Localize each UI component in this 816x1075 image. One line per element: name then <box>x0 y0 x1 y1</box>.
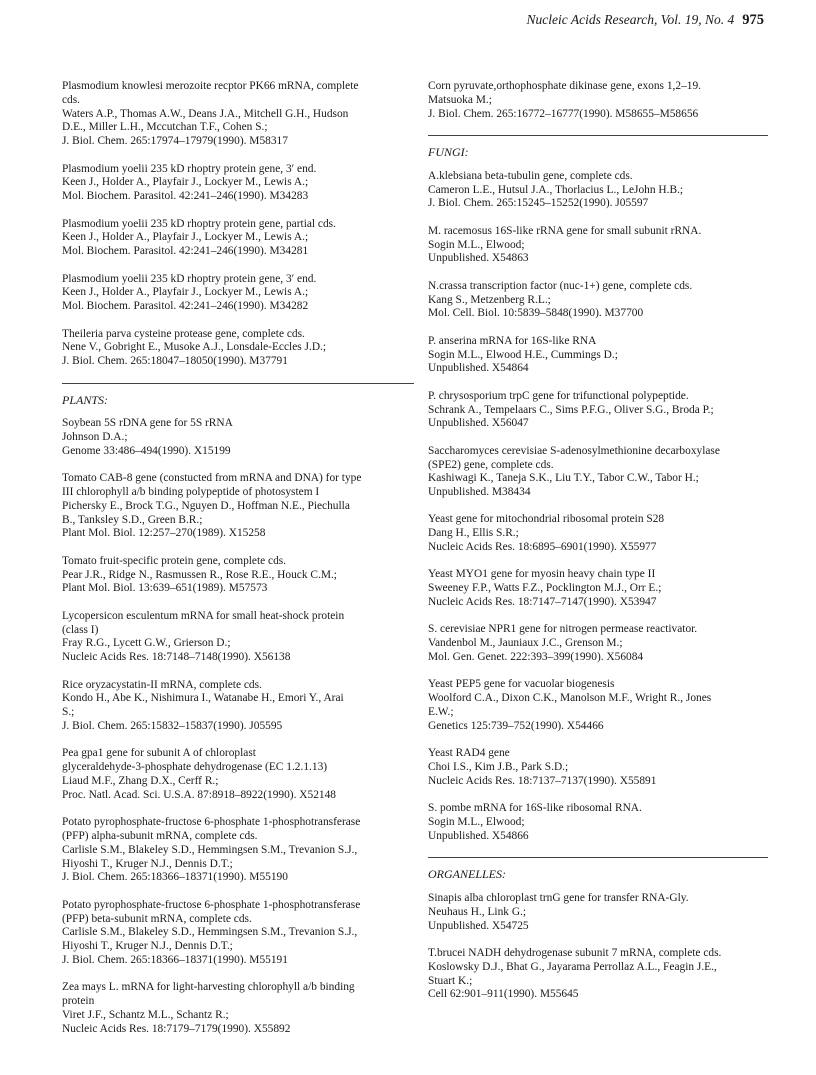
entry-line: (PFP) beta-subunit mRNA, complete cds. <box>62 912 252 925</box>
entry-line: Nucleic Acids Res. 18:7148–7148(1990). X56138 <box>62 651 291 664</box>
sequence-entry <box>428 678 768 733</box>
entry-line: (SPE2) gene, complete cds. <box>428 458 554 471</box>
entry-line: Yeast RAD4 gene <box>428 747 510 760</box>
entry-line: Pear J.R., Ridge N., Rasmussen R., Rose R.E., Houck C.M.; <box>62 568 337 581</box>
entry-line: Genetics 125:739–752(1990). X54466 <box>428 719 604 732</box>
entry-line: Pichersky E., Brock T.G., Nguyen D., Hoffman N.E., Piechulla <box>62 499 350 512</box>
entry-line: A.klebsiana beta-tubulin gene, complete cds. <box>428 169 633 182</box>
entry-line: Plant Mol. Biol. 13:639–651(1989). M57573 <box>62 582 268 595</box>
entry-line: Cell 62:901–911(1990). M55645 <box>428 988 579 1001</box>
entry-line: Corn pyruvate,orthophosphate dikinase gene, exons 1,2–19. <box>428 80 702 92</box>
entry-line: Schrank A., Tempelaars C., Sims P.F.G., Oliver S.G., Broda P.; <box>428 403 714 416</box>
entry-line: Kashiwagi K., Taneja S.K., Liu T.Y., Tabor C.W., Tabor H.; <box>428 472 699 485</box>
entry-line: Tomato CAB-8 gene (constucted from mRNA and DNA) for type <box>62 472 362 485</box>
entry-line: Plasmodium yoelii 235 kD rhoptry protein gene, partial cds. <box>62 217 336 230</box>
entry-line: Mol. Gen. Genet. 222:393–399(1990). X56084 <box>428 651 644 664</box>
entry-line: M. racemosus 16S-like rRNA gene for small subunit rRNA. <box>428 224 702 237</box>
entry-line: Zea mays L. mRNA for light-harvesting chlorophyll a/b binding <box>62 981 355 994</box>
entry-line: Vandenbol M., Jauniaux J.C., Grenson M.; <box>428 637 623 650</box>
sequence-entry <box>62 610 414 665</box>
entry-line: Genome 33:486–494(1990). X15199 <box>62 444 231 457</box>
entry-line: Mol. Biochem. Parasitol. 42:241–246(1990). M34282 <box>62 300 309 313</box>
entry-line: J. Biol. Chem. 265:15832–15837(1990). J05595 <box>62 720 283 733</box>
sequence-entry <box>428 568 768 609</box>
sequence-entry <box>428 802 768 843</box>
right-column <box>428 80 768 1016</box>
entry-line: Unpublished. M38434 <box>428 486 531 499</box>
entry-line: Tomato fruit-specific protein gene, complete cds. <box>62 554 287 567</box>
entry-line: Pea gpa1 gene for subunit A of chloroplast <box>62 747 256 760</box>
entry-line: J. Biol. Chem. 265:15245–15252(1990). J05597 <box>428 197 649 210</box>
entry-line: P. anserina mRNA for 16S-like RNA <box>428 334 597 347</box>
entry-line: Johnson D.A.; <box>62 431 128 444</box>
entry-line: Sogin M.L., Elwood; <box>428 816 525 828</box>
entry-line: J. Biol. Chem. 265:18047–18050(1990). M37791 <box>62 355 288 368</box>
entry-line: Koslowsky D.J., Bhat G., Jayarama Perrollaz A.L., Feagin J.E., <box>428 960 717 973</box>
entry-line: Saccharomyces cerevisiae S-adenosylmethionine decarboxylase <box>428 444 720 457</box>
section-heading: ORGANELLES: <box>428 867 506 882</box>
entry-line: Choi I.S., Kim J.B., Park S.D.; <box>428 761 569 774</box>
sequence-entry <box>428 445 768 500</box>
entry-line: Unpublished. X54863 <box>428 252 529 265</box>
entry-line: Yeast MYO1 gene for myosin heavy chain type II <box>428 568 656 581</box>
sequence-entry <box>62 472 414 541</box>
entry-line: Sweeney F.P., Watts F.Z., Pocklington M.J., Orr E.; <box>428 582 662 595</box>
entry-line: Stuart K.; <box>428 974 473 987</box>
entry-line: Soybean 5S rDNA gene for 5S rRNA <box>62 417 233 430</box>
sequence-entry <box>428 390 768 431</box>
entry-line: (PFP) alpha-subunit mRNA, complete cds. <box>62 830 258 842</box>
entry-line: Proc. Natl. Acad. Sci. U.S.A. 87:8918–8922(1990). X52148 <box>62 788 336 801</box>
entry-line: (class I) <box>62 623 99 636</box>
entry-line: Matsuoka M.; <box>428 93 492 106</box>
entry-line: Keen J., Holder A., Playfair J., Lockyer M., Lewis A.; <box>62 286 309 299</box>
entry-line: Plasmodium yoelii 235 kD rhoptry protein gene, 3′ end. <box>62 162 317 175</box>
entry-line: Mol. Biochem. Parasitol. 42:241–246(1990). M34283 <box>62 190 309 203</box>
entry-line: Carlisle S.M., Blakeley S.D., Hemmingsen S.M., Trevanion S.J., <box>62 843 358 856</box>
entry-line: Nucleic Acids Res. 18:6895–6901(1990). X55977 <box>428 541 657 554</box>
entry-line: Theileria parva cysteine protease gene, complete cds. <box>62 327 305 340</box>
sequence-entry <box>62 981 414 1036</box>
entry-line: cds. <box>62 93 81 106</box>
sequence-entry <box>62 218 414 259</box>
entry-line: Nucleic Acids Res. 18:7147–7147(1990). X53947 <box>428 596 657 609</box>
page-number: 975 <box>742 12 764 28</box>
entry-line: Viret J.F., Schantz M.L., Schantz R.; <box>62 1008 229 1021</box>
sequence-entry <box>428 747 768 788</box>
section-rule <box>62 383 414 384</box>
entry-line: Hiyoshi T., Kruger N.J., Dennis D.T.; <box>62 940 233 953</box>
entry-line: D.E., Miller L.H., Mccutchan T.F., Cohen S.; <box>62 121 268 134</box>
entry-line: Kang S., Metzenberg R.L.; <box>428 293 551 306</box>
sequence-entry <box>428 225 768 266</box>
sequence-entry <box>62 163 414 204</box>
entry-line: S. cerevisiae NPR1 gene for nitrogen permease reactivator. <box>428 623 698 636</box>
sequence-entry <box>428 623 768 664</box>
section-heading: FUNGI: <box>428 144 469 159</box>
entry-line: Keen J., Holder A., Playfair J., Lockyer M., Lewis A.; <box>62 231 309 244</box>
entry-line: Sogin M.L., Elwood H.E., Cummings D.; <box>428 348 618 361</box>
journal-citation: Nucleic Acids Research, Vol. 19, No. 4 <box>526 12 735 27</box>
sequence-entry <box>62 80 414 149</box>
entry-line: S. pombe mRNA for 16S-like ribosomal RNA. <box>428 802 642 815</box>
entry-line: B., Tanksley S.D., Green B.R.; <box>62 513 203 526</box>
entry-line: Woolford C.A., Dixon C.K., Manolson M.F., Wright R., Jones <box>428 692 712 705</box>
sequence-entry <box>428 170 768 211</box>
entry-line: Lycopersicon esculentum mRNA for small heat-shock protein <box>62 609 345 622</box>
entry-line: Potato pyrophosphate-fructose 6-phosphate 1-phosphotransferase <box>62 816 361 829</box>
entry-line: Neuhaus H., Link G.; <box>428 905 527 918</box>
entry-line: Yeast gene for mitochondrial ribosomal protein S28 <box>428 513 665 526</box>
entry-line: Hiyoshi T., Kruger N.J., Dennis D.T.; <box>62 857 233 870</box>
entry-line: T.brucei NADH dehydrogenase subunit 7 mRNA, complete cds. <box>428 946 722 959</box>
section-rule <box>428 857 768 858</box>
entry-line: Kondo H., Abe K., Nishimura I., Watanabe H., Emori Y., Arai <box>62 692 344 705</box>
sequence-entry <box>62 816 414 885</box>
entry-line: Plasmodium yoelii 235 kD rhoptry protein gene, 3′ end. <box>62 272 317 285</box>
entry-line: Cameron L.E., Hutsul J.A., Thorlacius L., LeJohn H.B.; <box>428 183 684 196</box>
section-heading: PLANTS: <box>62 392 109 407</box>
entry-line: Sinapis alba chloroplast trnG gene for transfer RNA-Gly. <box>428 891 689 904</box>
sequence-entry <box>62 899 414 968</box>
entry-line: E.W.; <box>428 706 454 719</box>
entry-line: Keen J., Holder A., Playfair J., Lockyer M., Lewis A.; <box>62 176 309 189</box>
entry-line: Dang H., Ellis S.R.; <box>428 527 519 540</box>
entry-line: Carlisle S.M., Blakeley S.D., Hemmingsen S.M., Trevanion S.J., <box>62 926 358 939</box>
entry-line: Liaud M.F., Zhang D.X., Cerff R.; <box>62 775 219 788</box>
sequence-entry <box>428 892 768 933</box>
entry-line: Unpublished. X54864 <box>428 362 529 375</box>
entry-line: J. Biol. Chem. 265:18366–18371(1990). M55191 <box>62 953 288 966</box>
running-header <box>527 12 764 29</box>
entry-line: S.; <box>62 706 75 719</box>
sequence-entry <box>428 80 768 121</box>
sequence-entry <box>62 273 414 314</box>
entry-line: Rice oryzacystatin-II mRNA, complete cds. <box>62 678 262 691</box>
sequence-entry <box>428 280 768 321</box>
entry-line: Nene V., Gobright E., Musoke A.J., Lonsdale-Eccles J.D.; <box>62 341 327 354</box>
entry-line: J. Biol. Chem. 265:16772–16777(1990). M58655–M58656 <box>428 107 699 120</box>
entry-line: Nucleic Acids Res. 18:7179–7179(1990). X55892 <box>62 1022 291 1035</box>
entry-line: Fray R.G., Lycett G.W., Grierson D.; <box>62 637 231 650</box>
entry-line: glyceraldehyde-3-phosphate dehydrogenase (EC 1.2.1.13) <box>62 761 328 774</box>
sequence-entry <box>62 328 414 369</box>
entry-line: Unpublished. X54866 <box>428 829 529 842</box>
sequence-entry <box>62 747 414 802</box>
sequence-entry <box>428 947 768 1002</box>
section-rule <box>428 135 768 136</box>
entry-line: Waters A.P., Thomas A.W., Deans J.A., Mitchell G.H., Hudson <box>62 107 349 120</box>
entry-line: Plant Mol. Biol. 12:257–270(1989). X15258 <box>62 527 266 540</box>
entry-line: J. Biol. Chem. 265:17974–17979(1990). M58317 <box>62 135 288 148</box>
entry-line: Mol. Cell. Biol. 10:5839–5848(1990). M37700 <box>428 307 644 320</box>
entry-line: Sogin M.L., Elwood; <box>428 238 525 251</box>
entry-line: Unpublished. X56047 <box>428 417 529 430</box>
left-column <box>62 80 414 1050</box>
entry-line: P. chrysosporium trpC gene for trifunctional polypeptide. <box>428 389 689 402</box>
entry-line: Yeast PEP5 gene for vacuolar biogenesis <box>428 678 615 691</box>
entry-line: Unpublished. X54725 <box>428 919 529 932</box>
sequence-entry <box>428 335 768 376</box>
sequence-entry <box>428 513 768 554</box>
sequence-entry <box>62 417 414 458</box>
entry-line: Mol. Biochem. Parasitol. 42:241–246(1990). M34281 <box>62 245 309 258</box>
sequence-entry <box>62 679 414 734</box>
entry-line: J. Biol. Chem. 265:18366–18371(1990). M55190 <box>62 871 288 884</box>
entry-line: Plasmodium knowlesi merozoite recptor PK66 mRNA, complete <box>62 80 359 92</box>
entry-line: protein <box>62 995 95 1008</box>
entry-line: Nucleic Acids Res. 18:7137–7137(1990). X55891 <box>428 774 657 787</box>
entry-line: III chlorophyll a/b binding polypeptide of photosystem I <box>62 486 320 499</box>
sequence-entry <box>62 555 414 596</box>
entry-line: Potato pyrophosphate-fructose 6-phosphate 1-phosphotransferase <box>62 898 361 911</box>
entry-line: N.crassa transcription factor (nuc-1+) gene, complete cds. <box>428 279 693 292</box>
